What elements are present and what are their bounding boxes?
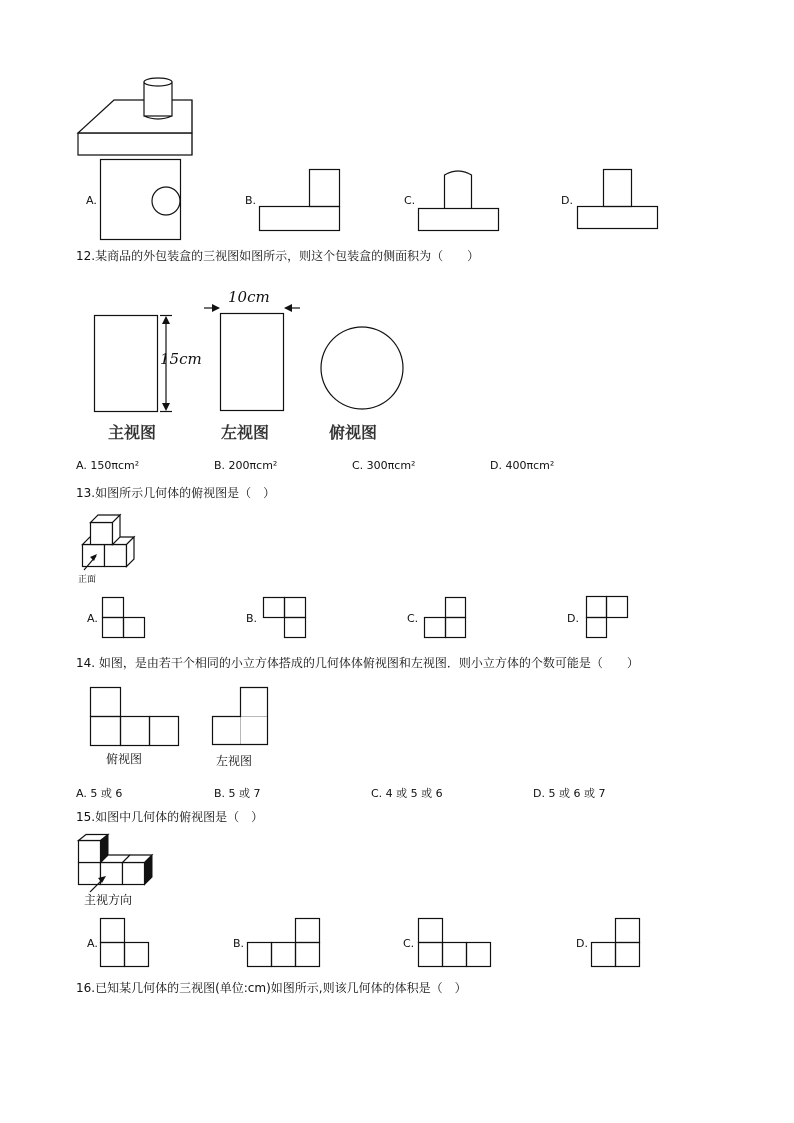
q14-stem: 14. 如图，是由若干个相同的小立方体搭成的几何体体俯视图和左视图．则小立方体的个数可能是（ ）: [76, 656, 639, 670]
q14-left-view-label: 左视图: [216, 754, 253, 768]
q15-option-d-label[interactable]: D.: [576, 937, 588, 950]
q15-solid-figure: [76, 834, 158, 894]
q14-top-view-label: 俯视图: [106, 752, 143, 766]
q15-stem: 15.如图中几何体的俯视图是（ ）: [76, 810, 264, 824]
q12-option-d[interactable]: D. 400πcm²: [490, 459, 555, 472]
q13-option-a-label[interactable]: A.: [87, 612, 98, 625]
q12-top-view: [320, 326, 406, 412]
q15-option-d-figure[interactable]: [591, 918, 641, 970]
q14-option-b[interactable]: B. 5 或 7: [214, 787, 261, 800]
q11-option-d-label[interactable]: D.: [561, 194, 573, 207]
q15-option-c-figure[interactable]: [418, 918, 492, 970]
q14-option-d[interactable]: D. 5 或 6 或 7: [533, 787, 606, 800]
q12-left-view: [202, 300, 302, 414]
q13-front-label: 正面: [78, 575, 97, 585]
q11-option-c-figure[interactable]: [418, 167, 500, 233]
q12-stem: 12.某商品的外包装盒的三视图如图所示，则这个包装盒的侧面积为（ ）: [76, 249, 480, 263]
q11-solid-figure: [74, 76, 196, 158]
q12-left-view-label: 左视图: [221, 423, 270, 442]
q14-top-view: [90, 687, 182, 749]
q12-option-c[interactable]: C. 300πcm²: [352, 459, 416, 472]
q11-option-b-figure[interactable]: [259, 169, 341, 233]
q11-option-c-label[interactable]: C.: [404, 194, 416, 207]
q12-height-dimension: 15cm: [160, 350, 202, 368]
q15-option-b-label[interactable]: B.: [233, 937, 245, 950]
q13-option-a-figure[interactable]: [102, 597, 148, 639]
q13-option-c-figure[interactable]: [424, 597, 470, 639]
q15-direction-label: 主视方向: [84, 893, 133, 907]
q13-solid-figure: [78, 510, 140, 572]
q13-option-d-label[interactable]: D.: [567, 612, 579, 625]
q14-left-view: [212, 687, 272, 749]
q12-front-view-label: 主视图: [108, 423, 157, 442]
q15-option-b-figure[interactable]: [247, 918, 321, 970]
q16-stem: 16.已知某几何体的三视图(单位:cm)如图所示,则该几何体的体积是（ ）: [76, 981, 467, 995]
q13-option-d-figure[interactable]: [586, 596, 632, 638]
q13-option-b-label[interactable]: B.: [246, 612, 258, 625]
q12-width-dimension: 10cm: [228, 288, 270, 306]
q14-option-a[interactable]: A. 5 或 6: [76, 787, 123, 800]
q12-top-view-label: 俯视图: [329, 423, 378, 442]
q12-option-a[interactable]: A. 150πcm²: [76, 459, 140, 472]
q11-option-a-label[interactable]: A.: [86, 194, 97, 207]
q11-option-b-label[interactable]: B.: [245, 194, 257, 207]
q13-option-c-label[interactable]: C.: [407, 612, 419, 625]
q15-option-a-figure[interactable]: [100, 918, 150, 970]
q15-option-c-label[interactable]: C.: [403, 937, 415, 950]
q14-option-c[interactable]: C. 4 或 5 或 6: [371, 787, 443, 800]
q15-option-a-label[interactable]: A.: [87, 937, 98, 950]
q13-stem: 13.如图所示几何体的俯视图是（ ）: [76, 486, 276, 500]
q11-option-d-figure[interactable]: [577, 169, 659, 231]
q11-option-a-figure[interactable]: [100, 159, 182, 241]
q12-option-b[interactable]: B. 200πcm²: [214, 459, 278, 472]
q13-option-b-figure[interactable]: [263, 597, 309, 639]
